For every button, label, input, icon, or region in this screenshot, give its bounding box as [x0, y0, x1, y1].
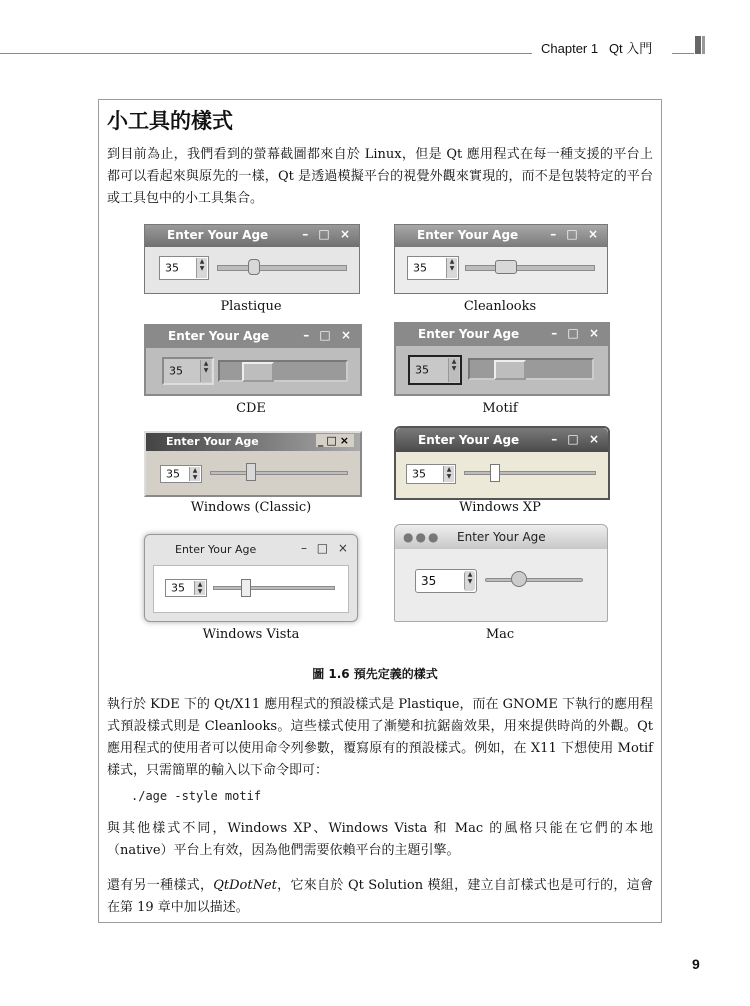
window-title: Enter Your Age [168, 329, 270, 343]
age-spinbox[interactable]: 35 ▲ ▼ [159, 256, 209, 280]
age-spinbox[interactable]: 35 ▲ ▼ [408, 355, 462, 385]
age-spinbox[interactable]: 35 ▲ ▼ [162, 357, 214, 385]
style-label-motif: Motif [482, 401, 518, 416]
figure-caption: 圖 1.6 預先定義的樣式 [312, 667, 438, 681]
age-spinbox[interactable]: 35 ▲ ▼ [415, 569, 477, 593]
window-controls-icon[interactable]: – □ × [302, 227, 353, 241]
chapter-label: Chapter 1 [541, 41, 599, 56]
window-windows-classic [144, 431, 362, 497]
age-slider-handle[interactable] [242, 362, 274, 382]
header-thumb-tab-light [702, 36, 705, 54]
style-label-mac: Mac [485, 627, 515, 642]
title-bar [146, 433, 360, 451]
window-controls-icon[interactable]: – □ × [303, 328, 354, 342]
age-slider-handle[interactable] [241, 579, 251, 597]
title-bar [146, 326, 360, 348]
window-title: Enter Your Age [418, 433, 520, 447]
paragraph-qtdotnet: 還有另一種樣式，QtDotNet，它來自於 Qt Solution 模組，建立自訂樣式也是可行的，這會在第 19 章中加以描述。 [107, 878, 653, 915]
age-spinbox[interactable]: 35 ▲ ▼ [160, 465, 202, 483]
age-slider-track[interactable] [218, 360, 348, 382]
style-label-cde: CDE [236, 401, 266, 416]
traffic-lights-icon[interactable]: ●●● [403, 530, 441, 544]
title-bar [395, 525, 607, 549]
age-slider-track[interactable] [217, 265, 347, 271]
window-title: Enter Your Age [166, 435, 259, 448]
window-title: Enter Your Age [418, 327, 520, 341]
page-number: 9 [692, 956, 700, 972]
age-slider-handle[interactable] [494, 360, 526, 380]
intro-paragraph: 到目前為止，我們看到的螢幕截圖都來自於 Linux，但是 Qt 應用程式在每一種支援的平台上都可以看起來與原先的一樣，Qt 是透過模擬平台的視覺外觀來實現的，而不是包裝特定的平台或工具包中的小工具集合。 [107, 147, 653, 206]
window-plastique [144, 224, 360, 294]
qtdotnet-term: QtDotNet [213, 878, 277, 893]
window-windows-vista [144, 534, 358, 622]
spin-arrows-icon[interactable]: ▲ ▼ [443, 466, 454, 482]
code-command: ./age -style motif [131, 789, 262, 803]
age-slider-handle[interactable] [248, 259, 260, 275]
window-title: Enter Your Age [175, 543, 257, 556]
paragraph-native: 與其他樣式不同，Windows XP、Windows Vista 和 Mac 的風格只能在它們的本地（native）平台上有效，因為他們需要依賴平台的主題引擎。 [107, 821, 653, 858]
paragraph-defaults: 執行於 KDE 下的 Qt/X11 應用程式的預設樣式是 Plastique，而在 GNOME 下執行的應用程式預設樣式則是 Cleanlooks。這些樣式使用了漸變和抗鋸齒效果，用來提供時尚的外觀。Qt 應用程式的使用者可以使用命令列參數，覆寫原有的預設樣式。例如，在 X11 下想使用 Motif 樣式，只需簡單的輸入以下命令即可： [107, 697, 653, 778]
age-slider-track[interactable] [465, 265, 595, 271]
window-cleanlooks [394, 224, 608, 294]
style-label-plastique: Plastique [220, 299, 282, 314]
window-controls-icon[interactable]: – □ × [550, 227, 601, 241]
age-slider-track[interactable] [485, 578, 583, 582]
window-title: Enter Your Age [167, 228, 269, 242]
running-header [541, 38, 652, 57]
window-motif [394, 322, 610, 396]
age-slider-handle[interactable] [511, 571, 527, 587]
window-windows-xp [394, 426, 610, 500]
header-rule [0, 53, 532, 54]
spin-arrows-icon[interactable]: ▲ ▼ [196, 258, 207, 278]
spin-arrows-icon[interactable]: ▲ ▼ [200, 360, 211, 382]
age-slider-track[interactable] [210, 471, 348, 475]
spin-arrows-icon[interactable]: ▲ ▼ [448, 358, 459, 382]
spin-arrows-icon[interactable]: ▲ ▼ [446, 258, 457, 278]
age-spinbox[interactable]: 35 ▲ ▼ [406, 464, 456, 484]
window-cde [144, 324, 362, 396]
header-thumb-tab [695, 36, 701, 54]
age-slider-track[interactable] [468, 358, 594, 380]
title-bar [396, 324, 608, 346]
section-title: 小工具的樣式 [107, 109, 233, 133]
style-label-windows-classic: Windows (Classic) [190, 500, 312, 515]
title-bar [396, 428, 608, 452]
window-controls-icon[interactable]: _□× [317, 434, 352, 447]
title-bar [145, 535, 357, 561]
spin-arrows-icon[interactable]: ▲ ▼ [194, 581, 205, 595]
age-slider-handle[interactable] [490, 464, 500, 482]
title-bar [395, 225, 607, 247]
window-controls-icon[interactable]: – □ × [551, 326, 602, 340]
style-label-windows-xp: Windows XP [459, 500, 541, 515]
window-title: Enter Your Age [457, 530, 546, 544]
style-label-windows-vista: Windows Vista [202, 627, 300, 642]
chapter-title: Qt 入門 [608, 41, 653, 56]
header-rule-right [672, 53, 694, 54]
age-slider-track[interactable] [213, 586, 335, 590]
window-controls-icon[interactable]: – □ × [300, 541, 351, 555]
window-title: Enter Your Age [417, 228, 519, 242]
style-label-cleanlooks: Cleanlooks [463, 299, 537, 314]
age-spinbox[interactable]: 35 ▲ ▼ [407, 256, 459, 280]
spin-arrows-icon[interactable]: ▲ ▼ [464, 571, 475, 591]
age-slider-handle[interactable] [246, 463, 256, 481]
spin-arrows-icon[interactable]: ▲ ▼ [189, 467, 200, 481]
age-slider-handle[interactable] [495, 260, 517, 274]
title-bar [145, 225, 359, 247]
age-slider-track[interactable] [464, 471, 596, 475]
window-mac [394, 524, 608, 622]
age-spinbox[interactable]: 35 ▲ ▼ [165, 579, 207, 597]
window-controls-icon[interactable]: – □ × [551, 432, 602, 446]
